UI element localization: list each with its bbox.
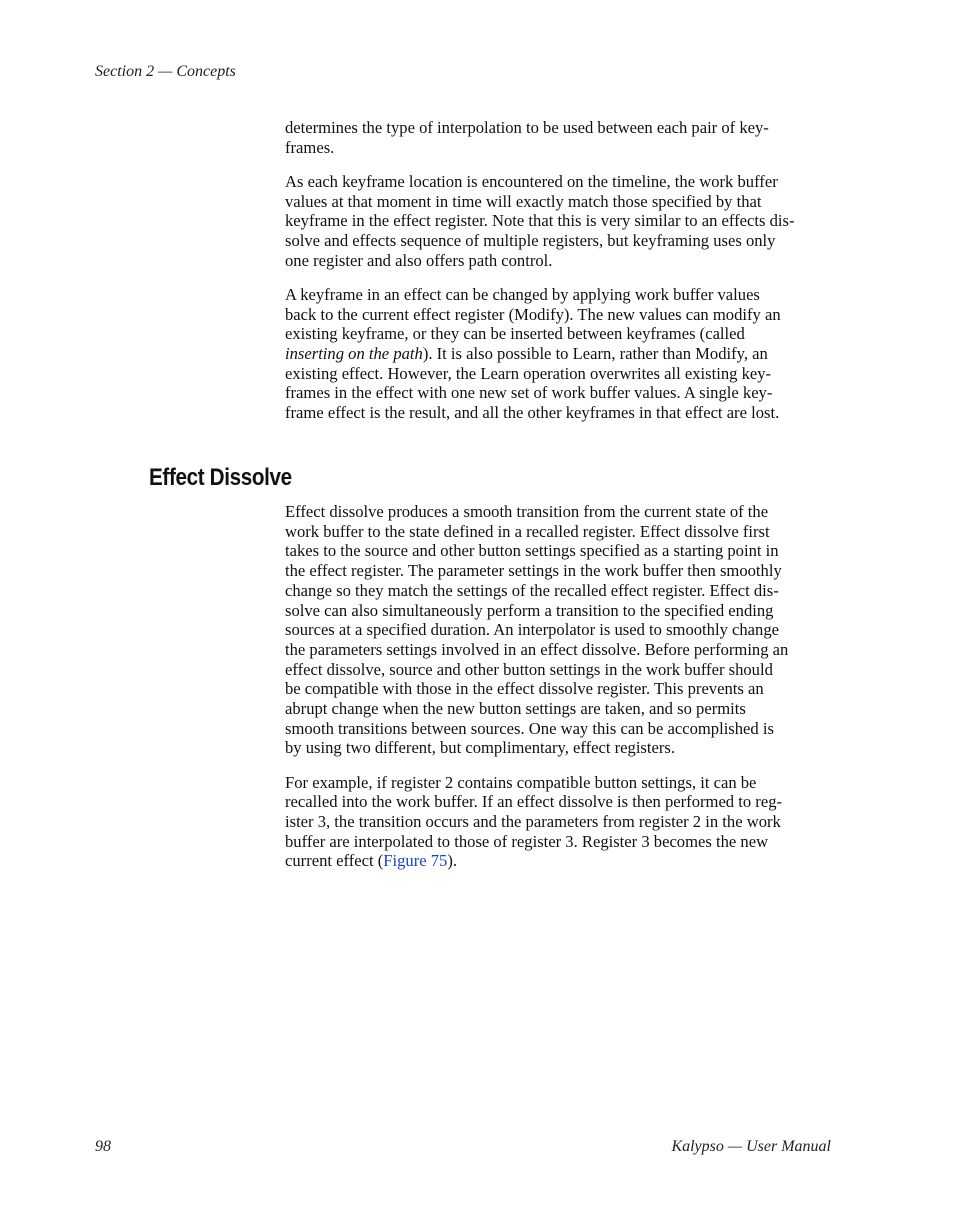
paragraph [285,285,833,423]
text-line: recalled into the work buffer. If an effect dissolve is then performed to reg- [285,792,783,812]
text-line: the parameters settings involved in an effect dissolve. Before performing an [285,639,789,659]
text-line: by using two different, but complimentary, effect registers. [285,738,676,758]
text-line: Effect dissolve produces a smooth transition from the current state of the [285,502,769,521]
text-line: frame effect is the result, and all the other keyframes in that effect are lost. [285,403,780,423]
text-line: current effect ( [285,851,384,871]
text-line: the effect register. The parameter settings in the work buffer then smoothly [285,561,782,581]
text-line: back to the current effect register (Modify). The new values can modify an [285,304,781,324]
text-line: For example, if register 2 contains compatible button settings, it can be [285,772,757,792]
text-line: ). It is also possible to Learn, rather than Modify, an [422,344,768,364]
running-footer-title: Kalypso — User Manual [671,1138,831,1155]
section-text-block [285,502,833,871]
text-line: solve and effects sequence of multiple registers, but keyframing uses only [285,231,776,251]
text-line: frames. [285,137,335,157]
text-line: ister 3, the transition occurs and the parameters from register 2 in the work [285,812,781,832]
text-line: buffer are interpolated to those of register 3. Register 3 becomes the new [285,831,769,851]
text-line: keyframe in the effect register. Note that this is very similar to an effects dis- [285,211,795,231]
italic-term: inserting on the path [285,344,423,364]
text-line: existing keyframe, or they can be inserted between keyframes (called [285,324,745,344]
text-line: existing effect. However, the Learn operation overwrites all existing key- [285,363,772,383]
text-line: takes to the source and other button settings specified as a starting point in [285,541,779,561]
paragraph [285,773,833,872]
paragraph [285,172,833,271]
section-heading: Effect Dissolve [149,464,292,491]
paragraph [285,118,833,157]
text-line: work buffer to the state defined in a recalled register. Effect dissolve first [285,521,770,541]
text-line: solve can also simultaneously perform a transition to the specified ending [285,600,774,620]
text-line: values at that moment in time will exactly match those specified by that [285,191,762,211]
text-line: be compatible with those in the effect dissolve register. This prevents an [285,679,764,699]
text-line: A keyframe in an effect can be changed by applying work buffer values [285,284,760,304]
text-line: change so they match the settings of the recalled effect register. Effect dis- [285,580,779,600]
text-line: effect dissolve, source and other button settings in the work buffer should [285,659,773,679]
text-line: ). [447,851,458,871]
paragraph [285,502,833,758]
text-line: determines the type of interpolation to be used between each pair of key- [285,118,769,137]
figure-link[interactable]: Figure 75 [383,851,448,871]
text-line: As each keyframe location is encountered on the timeline, the work buffer [285,171,778,191]
text-line: one register and also offers path control. [285,250,553,270]
text-line: abrupt change when the new button settings are taken, and so permits [285,699,746,719]
text-line: frames in the effect with one new set of work buffer values. A single key- [285,383,773,403]
text-line: sources at a specified duration. An interpolator is used to smoothly change [285,620,780,640]
text-line: smooth transitions between sources. One way this can be accomplished is [285,718,774,738]
intro-text-block [285,118,833,423]
page-number: 98 [95,1138,111,1155]
running-header: Section 2 — Concepts [95,63,236,80]
